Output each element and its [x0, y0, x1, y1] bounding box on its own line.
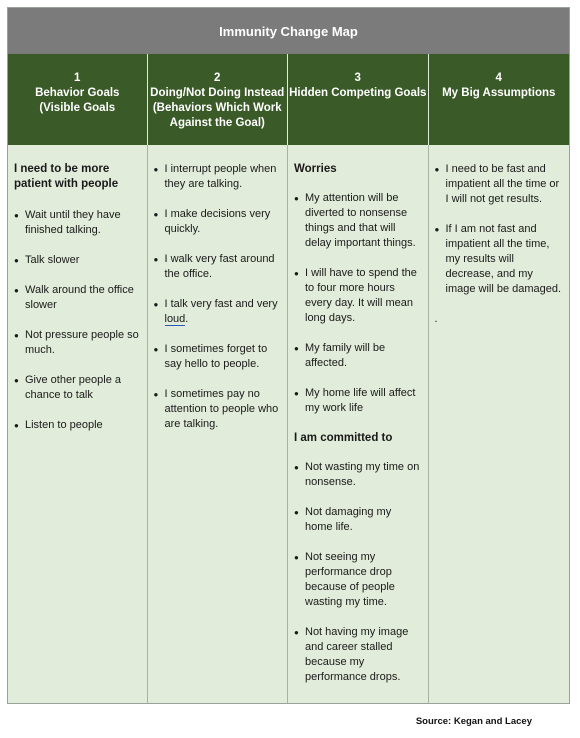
committed-heading: I am committed to [294, 432, 393, 444]
list-item: ● I interrupt people when they are talking. [154, 162, 282, 192]
column-header-big-assumptions [429, 54, 570, 145]
behavior-goals-list [14, 208, 141, 433]
list-item: ● Not seeing my performance drop because of people wasting my time. [294, 550, 422, 610]
committed-list [294, 460, 422, 685]
list-item: ● I sometimes forget to say hello to people. [154, 342, 282, 372]
doing-list [154, 162, 282, 432]
hidden-competing-goals-cell [288, 145, 429, 703]
column-title: My Big Assumptions [442, 87, 556, 99]
big-assumptions-cell [429, 145, 570, 703]
stray-period: . [434, 313, 438, 325]
list-item: ● Not wasting my time on nonsense. [294, 460, 422, 490]
immunity-map-table [7, 7, 570, 704]
list-item: ● Not having my image and career stalled because my performance drops. [294, 625, 422, 685]
list-item: ● I walk very fast around the office. [154, 252, 282, 282]
behavior-goal-heading: I need to be more patient with people [14, 163, 119, 190]
header-row [8, 54, 569, 145]
list-item: ● I need to be fast and impatient all the time or I will not get results. [435, 162, 564, 207]
list-item: ● Listen to people [14, 418, 141, 433]
list-item: ● Wait until they have finished talking. [14, 208, 141, 238]
list-item: ● My attention will be diverted to nonsense things and that will delay important things. [294, 191, 422, 251]
behavior-goals-cell [8, 145, 148, 703]
spellcheck-underlined-word: loud [164, 313, 186, 325]
column-number: 3 [354, 72, 361, 84]
list-item: ● I make decisions very quickly. [154, 207, 282, 237]
list-item: ● Not pressure people so much. [14, 328, 141, 358]
body-row [8, 145, 569, 703]
column-number: 4 [495, 72, 502, 84]
worries-heading: Worries [294, 163, 337, 175]
list-item: ● Give other people a chance to talk [14, 373, 141, 403]
source-caption: Source: Kegan and Lacey [415, 716, 532, 727]
list-item: ● Talk slower [14, 253, 141, 268]
column-header-behavior-goals [8, 54, 148, 145]
assumptions-list [435, 162, 564, 297]
list-item: ● Not damaging my home life. [294, 505, 422, 535]
map-title: Immunity Change Map [8, 8, 569, 55]
list-item: ● My home life will affect my work life [294, 386, 422, 416]
column-title: Doing/Not Doing Instead (Behaviors Which Work Against the Goal) [150, 87, 285, 129]
column-title: Behavior Goals (Visible Goals [35, 87, 120, 114]
list-item-period: . [185, 313, 189, 325]
column-header-doing-not-doing [148, 54, 289, 145]
column-number: 2 [214, 72, 221, 84]
doing-not-doing-cell [148, 145, 289, 703]
list-item: ● I sometimes pay no attention to people who are talking. [154, 387, 282, 432]
list-item-text: I talk very fast and very [164, 298, 278, 310]
column-header-hidden-competing-goals [288, 54, 429, 145]
list-item [154, 297, 282, 327]
worries-list [294, 191, 422, 416]
list-item: ● Walk around the office slower [14, 283, 141, 313]
column-number: 1 [74, 72, 81, 84]
list-item: ● My family will be affected. [294, 341, 422, 371]
column-title: Hidden Competing Goals [289, 87, 427, 99]
list-item: ● I will have to spend the to four more hours every day. It will mean long days. [294, 266, 422, 326]
list-item: ● If I am not fast and impatient all the time, my results will decrease, and my image will be damaged. [435, 222, 564, 297]
